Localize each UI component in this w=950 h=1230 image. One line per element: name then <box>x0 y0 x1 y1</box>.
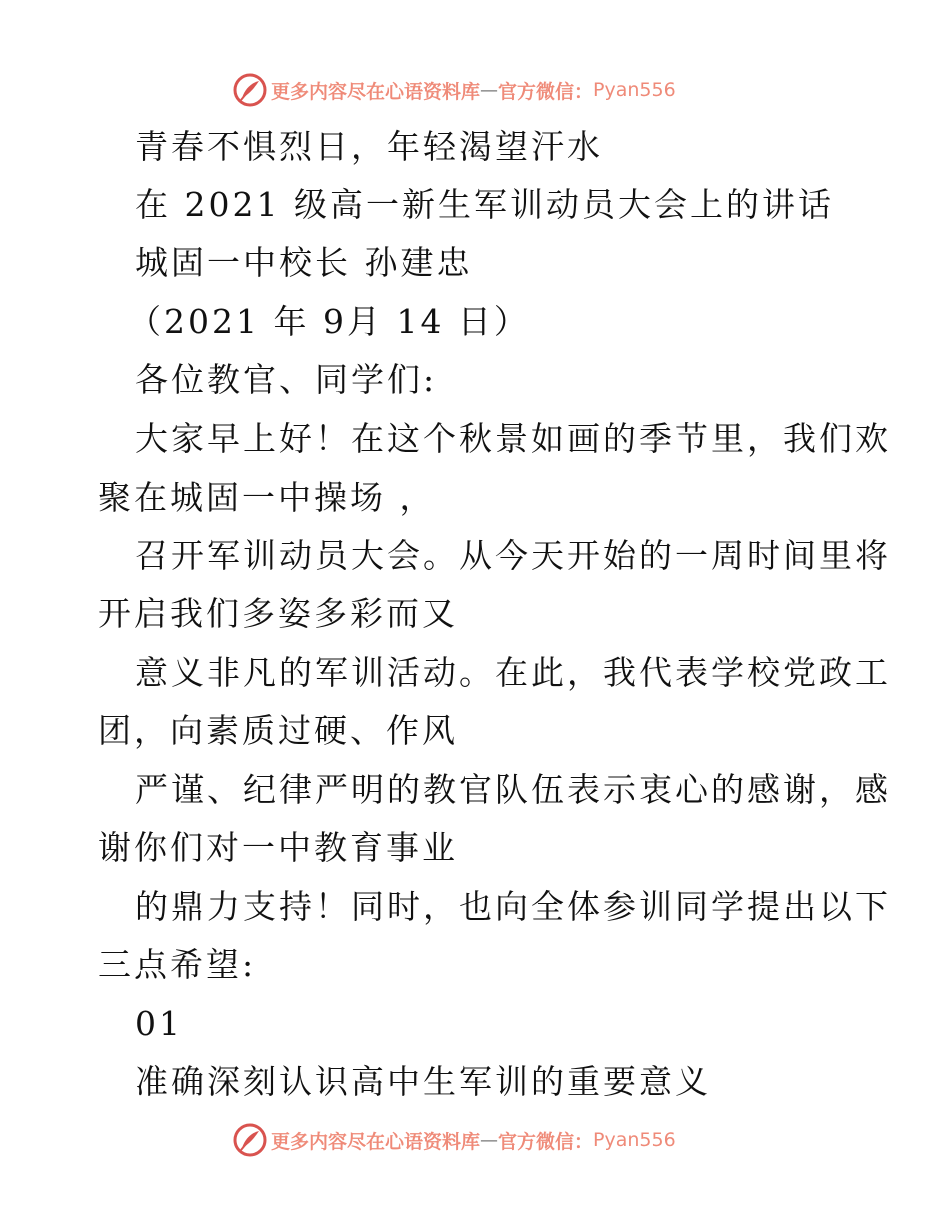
paragraph-line: 开启我们多姿多彩而又 <box>98 594 458 633</box>
section-number: 01 <box>135 1004 183 1043</box>
watermark-brand-text: 更多内容尽在心语资料库 <box>271 80 481 103</box>
watermark-brand-text: 更多内容尽在心语资料库 <box>271 1130 481 1153</box>
watermark-wechat-id: Pyan556 <box>593 79 676 101</box>
paragraph-line: 的鼎力支持！同时，也向全体参训同学提出以下 <box>135 887 891 926</box>
paragraph-line: 三点希望: <box>98 945 257 984</box>
header-watermark <box>233 70 676 110</box>
paragraph-line: 召开军训动员大会。从今天开始的一周时间里将 <box>135 536 891 575</box>
paragraph-line: 严谨、纪律严明的教官队伍表示衷心的感谢，感 <box>135 770 891 809</box>
paragraph-line: 大家早上好！在这个秋景如画的季节里，我们欢 <box>135 419 891 458</box>
document-title: 青春不惧烈日，年轻渴望汗水 <box>135 127 603 166</box>
feather-quill-logo-icon <box>233 73 267 107</box>
section-heading: 准确深刻认识高中生军训的重要意义 <box>135 1062 711 1101</box>
watermark-separator: — <box>480 79 499 101</box>
watermark-official-label: 官方微信： <box>498 80 594 103</box>
feather-quill-logo-icon <box>233 1123 267 1157</box>
paragraph-line: 聚在城固一中操场 ， <box>98 478 436 517</box>
footer-watermark <box>233 1120 676 1160</box>
document-subtitle: 在 2021 级高一新生军训动员大会上的讲话 <box>135 185 834 224</box>
watermark-wechat-id: Pyan556 <box>593 1129 676 1151</box>
paragraph-line: 谢你们对一中教育事业 <box>98 828 458 867</box>
watermark-official-label: 官方微信： <box>498 1130 594 1153</box>
document-salutation: 各位教官、同学们: <box>135 360 438 399</box>
paragraph-line: 团，向素质过硬、作风 <box>98 711 458 750</box>
paragraph-line: 意义非凡的军训活动。在此，我代表学校党政工 <box>135 653 891 692</box>
watermark-separator: — <box>480 1129 499 1151</box>
document-author: 城固一中校长 孙建忠 <box>135 243 473 282</box>
document-date: （2021 年 9月 14 日） <box>128 302 530 341</box>
